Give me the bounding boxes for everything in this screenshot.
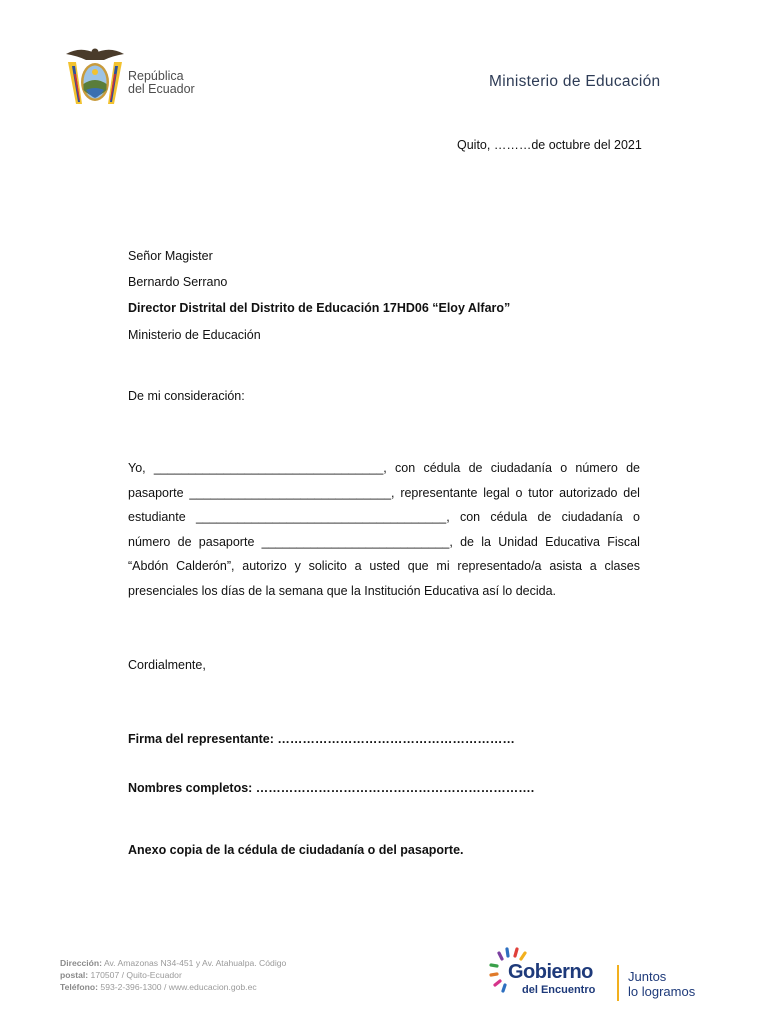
paragraph-word: clases <box>604 559 640 574</box>
republic-line2: del Ecuador <box>128 82 195 96</box>
paragraph-word: cédula <box>423 461 461 475</box>
paragraph-word: estudiante <box>128 510 186 525</box>
paragraph-word: y <box>294 559 301 574</box>
paragraph-line <box>128 558 640 574</box>
paragraph-word: con <box>395 461 416 475</box>
paragraph-line <box>128 485 640 501</box>
paragraph-word: ciudadanía <box>561 510 623 525</box>
paragraph-line <box>128 509 640 525</box>
postal-label: postal: <box>60 970 89 980</box>
paragraph-line <box>128 583 640 599</box>
slogan-line1: Juntos <box>628 969 667 984</box>
paragraph-word: ___________________________, <box>261 534 453 549</box>
annex-note: Anexo copia de la cédula de ciudadanía o del pasaporte. <box>128 843 464 857</box>
paragraph-word: a <box>354 559 362 574</box>
paragraph-word: cédula <box>490 510 528 525</box>
paragraph-word: solicito <box>308 559 347 574</box>
paragraph-word: número <box>128 534 171 549</box>
phone-label: Teléfono: <box>60 982 99 992</box>
recipient-title: Director Distrital del Distrito de Educación 17HD06 “Eloy Alfaro” <box>128 301 511 315</box>
paragraph-word: de <box>626 461 640 475</box>
paragraph-word: de <box>468 461 483 475</box>
logo-divider <box>617 965 619 1001</box>
paragraph-word: de <box>537 510 552 525</box>
slogan <box>628 969 695 999</box>
paragraph-word: Yo, <box>128 461 146 475</box>
republic-name <box>128 70 195 96</box>
paragraph-word: o <box>515 485 523 500</box>
paragraph-word: del <box>623 485 640 500</box>
paragraph-line <box>128 460 640 476</box>
paragraph-word: mi <box>436 559 450 574</box>
paragraph-word: presenciales los días de la semana que la Institución Educativa así lo decida. <box>128 583 557 598</box>
paragraph-word: ____________________________________, <box>195 510 450 525</box>
paragraph-word: ciudadanía <box>490 461 552 475</box>
paragraph-word: número <box>575 461 618 475</box>
paragraph-word: pasaporte <box>128 485 184 500</box>
letter-date: Quito, ………de octubre del 2021 <box>457 138 642 152</box>
signature-line: Firma del representante: ………………………………………………… <box>128 732 515 746</box>
address-value: Av. Amazonas N34-451 y Av. Atahualpa. Código <box>102 958 287 968</box>
greeting: De mi consideración: <box>128 389 245 403</box>
paragraph-word: “Abdón <box>128 559 169 574</box>
paragraph-word: asista <box>549 559 582 574</box>
paragraph-word: Calderón”, <box>176 559 235 574</box>
ministry-title: Ministerio de Educación <box>489 73 661 90</box>
recipient-name: Bernardo Serrano <box>128 275 228 289</box>
paragraph-word: tutor <box>528 485 554 500</box>
paragraph-word: o <box>633 510 640 525</box>
paragraph-word: de <box>177 534 192 549</box>
recipient-org: Ministerio de Educación <box>128 328 261 342</box>
republic-line1: República <box>128 69 184 83</box>
full-names-line: Nombres completos: …………………………………………………………. <box>128 781 535 795</box>
coat-of-arms-icon <box>64 44 126 108</box>
paragraph-word: Educativa <box>545 534 601 549</box>
paragraph-word: a <box>589 559 597 574</box>
footer-postal-line <box>60 969 286 981</box>
footer-phone-line <box>60 981 286 993</box>
postal-value: 170507 / Quito-Ecuador <box>88 970 182 980</box>
paragraph-line <box>128 534 640 550</box>
paragraph-word: o <box>560 461 568 475</box>
authorization-paragraph <box>128 460 640 608</box>
footer-address <box>60 957 286 993</box>
footer-address-line <box>60 957 286 969</box>
paragraph-word: que <box>407 559 429 574</box>
paragraph-word: legal <box>483 485 510 500</box>
paragraph-word: representado/a <box>457 559 542 574</box>
paragraph-word: _____________________________, <box>189 485 395 500</box>
gobierno-wordmark: Gobierno <box>508 961 593 983</box>
paragraph-word: la <box>481 534 491 549</box>
paragraph-word: con <box>459 510 481 525</box>
paragraph-word: _________________________________, <box>153 461 387 475</box>
slogan-line2: lo logramos <box>628 984 696 999</box>
closing: Cordialmente, <box>128 658 206 672</box>
paragraph-word: usted <box>369 559 400 574</box>
paragraph-word: representante <box>400 485 478 500</box>
gobierno-subtitle: del Encuentro <box>522 984 596 996</box>
paragraph-word: Unidad <box>498 534 538 549</box>
paragraph-word: de <box>460 534 474 549</box>
phone-value: 593-2-396-1300 / www.educacion.gob.ec <box>98 982 257 992</box>
address-label: Dirección: <box>60 958 103 968</box>
paragraph-word: autorizado <box>559 485 618 500</box>
salutation: Señor Magister <box>128 249 213 263</box>
paragraph-word: autorizo <box>242 559 287 574</box>
paragraph-word: pasaporte <box>198 534 255 549</box>
paragraph-word: Fiscal <box>607 534 640 549</box>
